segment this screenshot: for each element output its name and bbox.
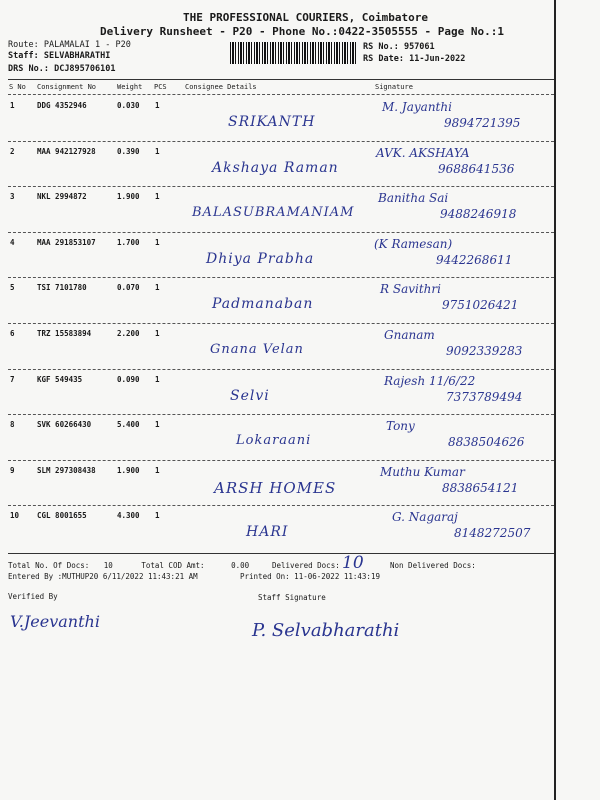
row-consignment-no: KGF 549435	[37, 374, 83, 384]
printed-on: Printed On: 11-06-2022 11:43:19	[240, 572, 380, 581]
row-phone: 9688641536	[438, 161, 515, 176]
row-signature: AVK. AKSHAYA	[376, 145, 470, 160]
drs-label: DRS No.:	[8, 64, 49, 74]
drs-value: DCJ895706101	[54, 64, 116, 74]
row-weight: 0.390	[117, 146, 140, 156]
row-sno: 8	[10, 420, 15, 430]
row-separator	[8, 186, 554, 187]
row-consignee-name: ARSH HOMES	[214, 478, 337, 497]
row-signature: Banitha Sai	[378, 191, 449, 206]
row-separator	[8, 232, 554, 233]
staff-value: SELVABHARATHI	[43, 51, 111, 61]
page-edge-line	[554, 0, 556, 800]
row-signature: M. Jayanthi	[382, 100, 452, 114]
row-phone: 9894721395	[444, 116, 521, 130]
row-signature: G. Nagaraj	[392, 510, 458, 525]
company-title: THE PROFESSIONAL COURIERS, Coimbatore	[183, 11, 429, 24]
staff-label: Staff:	[8, 51, 39, 61]
row-separator	[8, 414, 554, 415]
runsheet-subtitle: Delivery Runsheet - P20 - Phone No.:0422-3505555 - Page No.:1	[100, 25, 504, 38]
row-sno: 3	[10, 192, 15, 202]
row-sno: 9	[10, 465, 15, 475]
row-phone: 9751026421	[442, 298, 519, 313]
row-sno: 4	[10, 237, 15, 247]
row-consignee-name: Gnana Velan	[210, 342, 304, 357]
row-separator	[8, 505, 554, 506]
row-separator	[8, 323, 554, 324]
col-signature: Signature	[375, 83, 413, 91]
row-weight: 1.900	[117, 465, 140, 475]
rs-date-value: 11-Jun-2022	[409, 54, 466, 64]
row-phone: 8838504626	[448, 435, 525, 450]
row-signature: Gnanam	[384, 328, 435, 342]
row-consignment-no: MAA 942127928	[37, 146, 96, 156]
rs-date-line	[363, 54, 465, 64]
row-separator	[8, 460, 554, 461]
row-phone: 8148272507	[454, 526, 531, 541]
totals-line	[8, 561, 249, 570]
row-weight: 1.900	[117, 192, 140, 202]
row-sno: 1	[10, 101, 15, 110]
row-consignee-name: Selvi	[230, 387, 270, 404]
row-pcs: 1	[155, 101, 160, 110]
row-signature: R Savithri	[380, 282, 441, 297]
row-consignment-no: DDG 4352946	[37, 101, 87, 110]
delivered-docs-label: Delivered Docs:	[272, 561, 340, 570]
row-separator	[8, 369, 554, 370]
row-sno: 5	[10, 283, 15, 293]
row-consignee-name: Dhiya Prabha	[206, 250, 315, 267]
row-phone: 9442268611	[436, 252, 513, 267]
row-weight: 0.030	[117, 101, 140, 110]
entered-by: Entered By :MUTHUP20 6/11/2022 11:43:21 AM	[8, 572, 198, 581]
total-docs-value: 10	[103, 561, 113, 570]
row-signature: Rajesh 11/6/22	[384, 373, 476, 388]
row-separator	[8, 141, 554, 142]
row-pcs: 1	[155, 192, 160, 202]
rs-date-label: RS Date:	[363, 54, 404, 64]
row-consignment-no: CGL 8001655	[37, 511, 87, 521]
row-consignee-name: HARI	[246, 524, 289, 541]
row-weight: 1.700	[117, 237, 140, 247]
rs-no-value: 957061	[403, 42, 435, 52]
row-weight: 5.400	[117, 420, 140, 430]
col-weight: Weight	[117, 83, 143, 91]
col-pcs: PCS	[154, 83, 167, 91]
row-consignee-name: Padmanaban	[212, 296, 314, 313]
staff-signature: P. Selvabharathi	[252, 620, 400, 641]
row-signature: Tony	[386, 419, 415, 434]
row-separator	[8, 277, 554, 278]
route-line	[8, 40, 131, 50]
staff-signature-label: Staff Signature	[258, 593, 326, 602]
row-sno: 2	[10, 146, 15, 156]
table-top-rule	[8, 79, 554, 80]
delivered-docs-value: 10	[342, 553, 364, 573]
verified-signature: V.Jeevanthi	[10, 612, 100, 631]
col-consignee: Consignee Details	[185, 83, 257, 91]
row-consignment-no: SLM 297308438	[37, 465, 96, 475]
row-weight: 0.070	[117, 283, 140, 293]
route-value: PALAMALAI 1 - P20	[43, 40, 131, 50]
row-pcs: 1	[155, 146, 160, 156]
table-bottom-rule	[8, 553, 554, 554]
row-consignment-no: TSI 7101780	[37, 283, 87, 293]
row-consignee-name: Akshaya Raman	[212, 159, 339, 176]
row-sno: 6	[10, 329, 15, 338]
col-consignment: Consignment No	[37, 83, 97, 91]
verified-by-label: Verified By	[8, 592, 58, 601]
table-header-rule	[8, 94, 554, 95]
row-weight: 2.200	[117, 329, 140, 338]
staff-line	[8, 51, 110, 61]
total-cod-label: Total COD Amt:	[141, 561, 205, 570]
row-signature: (K Ramesan)	[374, 236, 453, 251]
row-phone: 9092339283	[446, 344, 523, 358]
row-pcs: 1	[155, 329, 160, 338]
row-sno: 10	[10, 511, 20, 521]
row-weight: 0.090	[117, 374, 140, 384]
row-pcs: 1	[155, 374, 160, 384]
total-cod-value: 0.00	[231, 561, 250, 570]
row-weight: 4.300	[117, 511, 140, 521]
row-consignment-no: SVK 60266430	[37, 420, 92, 430]
row-pcs: 1	[155, 511, 160, 521]
row-pcs: 1	[155, 237, 160, 247]
row-phone: 9488246918	[440, 207, 517, 222]
non-delivered-docs-label: Non Delivered Docs:	[390, 561, 476, 570]
row-consignee-name: Lokaraani	[236, 433, 312, 449]
drs-line	[8, 64, 116, 74]
row-consignee-name: SRIKANTH	[228, 114, 316, 130]
route-label: Route:	[8, 40, 39, 50]
row-signature: Muthu Kumar	[380, 464, 465, 479]
row-consignment-no: NKL 2994872	[37, 192, 87, 202]
row-pcs: 1	[155, 283, 160, 293]
rs-no-label: RS No.:	[363, 42, 399, 52]
total-docs-label: Total No. Of Docs:	[8, 561, 90, 570]
row-phone: 7373789494	[446, 389, 523, 404]
row-consignment-no: TRZ 15583894	[37, 329, 92, 338]
row-consignment-no: MAA 291853107	[37, 237, 96, 247]
row-consignee-name: BALASUBRAMANIAM	[192, 205, 355, 221]
row-sno: 7	[10, 374, 15, 384]
barcode	[230, 42, 358, 64]
row-phone: 8838654121	[442, 480, 519, 495]
row-pcs: 1	[155, 420, 160, 430]
row-pcs: 1	[155, 465, 160, 475]
rs-no-line	[363, 42, 435, 52]
col-sno: S No	[9, 83, 26, 91]
